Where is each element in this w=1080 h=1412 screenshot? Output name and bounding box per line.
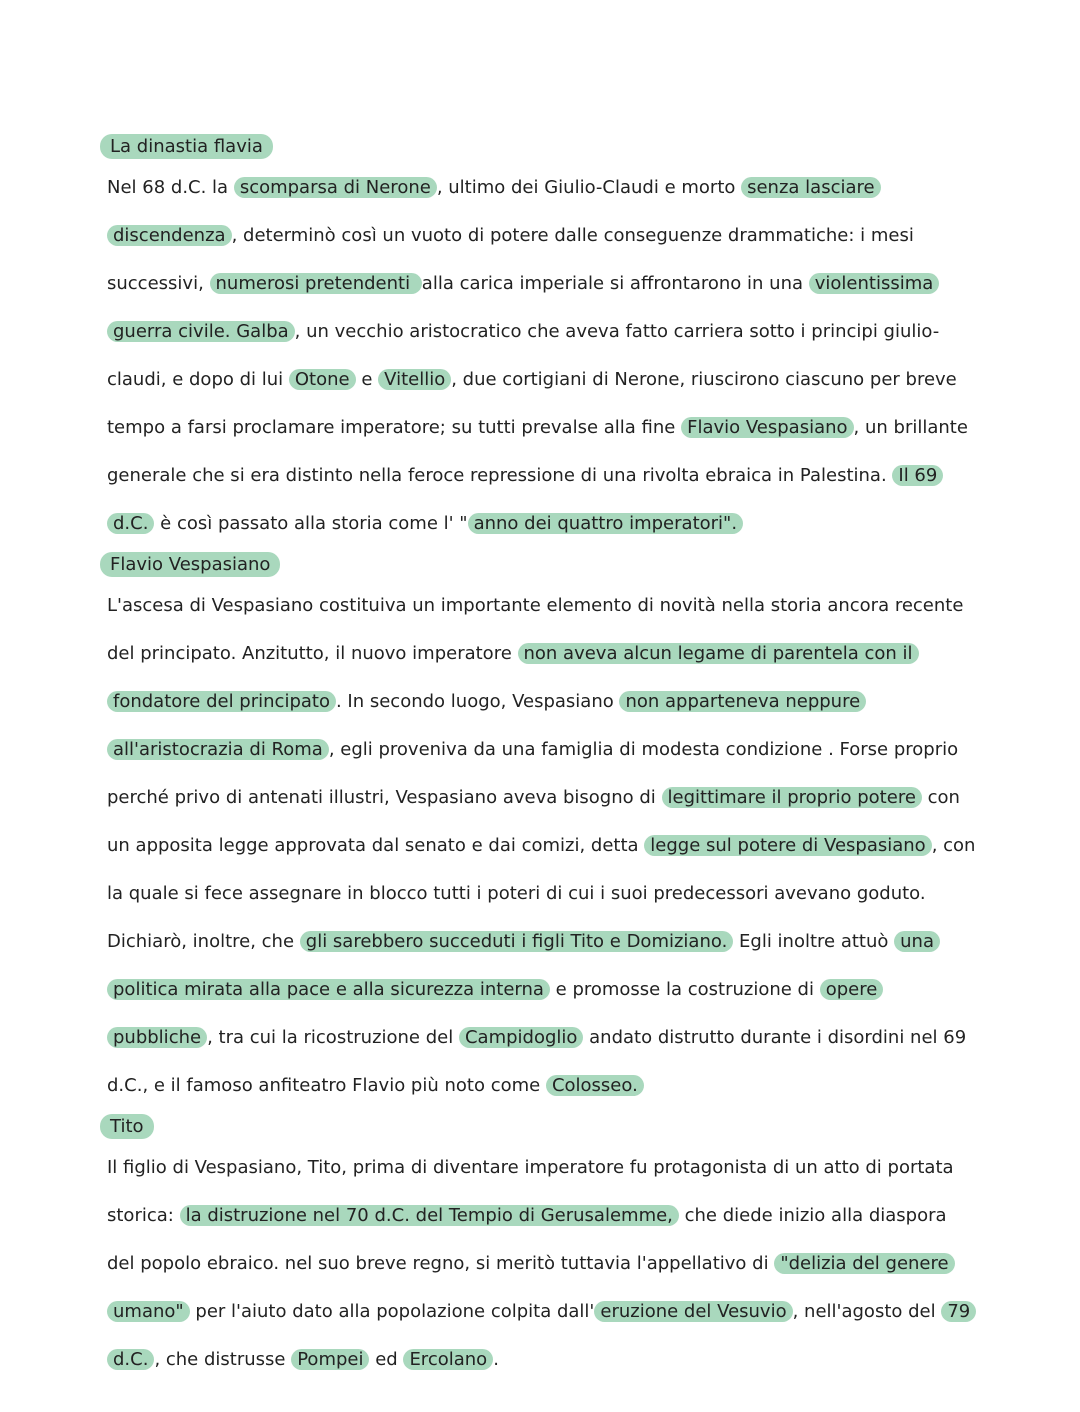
text-run: Nel 68 d.C. la: [107, 177, 234, 198]
highlighted-text: Ercolano: [403, 1349, 493, 1370]
text-run: Egli inoltre attuò: [733, 931, 895, 952]
highlighted-text: Colosseo.: [546, 1075, 644, 1096]
highlighted-text: Il 69 d.C.: [107, 465, 943, 534]
text-run: e: [355, 369, 379, 390]
highlighted-text: 79 d.C.: [107, 1301, 976, 1370]
section-title-tito: Tito: [107, 1110, 977, 1144]
highlighted-text: la distruzione nel 70 d.C. del Tempio di Gerusalemme,: [180, 1205, 679, 1226]
highlighted-text: Campidoglio: [459, 1027, 583, 1048]
highlighted-text: violentissima guerra civile. Galba: [107, 273, 939, 342]
text-run: , un vecchio aristocratico che aveva fatto carriera sotto i principi giulio-claudi, e dopo di lui: [107, 321, 940, 390]
text-run: alla carica imperiale si affrontarono in una: [421, 273, 809, 294]
text-run: con un apposita legge approvata dal senato e dai comizi, detta: [107, 787, 960, 856]
highlighted-text: Vitellio: [378, 369, 451, 390]
highlighted-text: Otone: [289, 369, 356, 390]
section-paragraph-dinastia-flavia: [107, 164, 977, 548]
text-run: Il figlio di Vespasiano, Tito, prima di diventare imperatore fu protagonista di un atto di portata storica:: [107, 1157, 954, 1226]
text-run: andato distrutto durante i disordini nel 69 d.C., e il famoso anfiteatro Flavio più noto come: [107, 1027, 967, 1096]
text-run: , ultimo dei Giulio-Claudi e morto: [436, 177, 742, 198]
text-run: è così passato alla storia come l' ": [154, 513, 468, 534]
section-title-flavio-vespasiano: Flavio Vespasiano: [107, 548, 977, 582]
section-paragraph-flavio-vespasiano: [107, 582, 977, 1110]
text-run: , tra cui la ricostruzione del: [207, 1027, 459, 1048]
text-run: , nell'agosto del: [792, 1301, 942, 1322]
highlighted-text: Pompei: [291, 1349, 369, 1370]
text-run: , con la quale si fece assegnare in blocco tutti i poteri di cui i suoi predecessori avevano goduto. Dichiarò, inoltre, che: [107, 835, 976, 952]
highlighted-text: Flavio Vespasiano: [681, 417, 853, 438]
highlighted-text: "delizia del genere umano": [107, 1253, 955, 1322]
text-run: , determinò così un vuoto di potere dalle conseguenze drammatiche: i mesi successivi,: [107, 225, 914, 294]
text-run: , un brillante generale che si era distinto nella feroce repressione di una rivolta ebraica in Palestina.: [107, 417, 968, 486]
highlighted-text: opere pubbliche: [107, 979, 883, 1048]
text-run: , due cortigiani di Nerone, riuscirono ciascuno per breve tempo a farsi proclamare imperatore; su tutti prevalse alla fine: [107, 369, 957, 438]
text-run: , egli proveniva da una famiglia di modesta condizione . Forse proprio perché privo di antenati illustri, Vespasiano aveva bisogno di: [107, 739, 959, 808]
text-run: ed: [369, 1349, 404, 1370]
text-run: L'ascesa di Vespasiano costituiva un importante elemento di novità nella storia ancora recente del principato. Anzitutto, il nuovo imperatore: [107, 595, 964, 664]
text-run: .: [493, 1349, 499, 1370]
highlighted-text: eruzione del Vesuvio: [594, 1301, 792, 1322]
highlighted-text: anno dei quattro imperatori".: [468, 513, 743, 534]
text-run: . In secondo luogo, Vespasiano: [335, 691, 620, 712]
text-run: per l'aiuto dato alla popolazione colpita dall': [189, 1301, 595, 1322]
highlighted-text: una politica mirata alla pace e alla sicurezza interna: [107, 931, 940, 1000]
highlighted-text: non aveva alcun legame di parentela con il fondatore del principato: [107, 643, 919, 712]
highlighted-text: legittimare il proprio potere: [662, 787, 922, 808]
highlighted-text: senza lasciare discendenza: [107, 177, 881, 246]
highlighted-text: non apparteneva neppure all'aristocrazia di Roma: [107, 691, 866, 760]
highlighted-text: numerosi pretendenti: [210, 273, 422, 294]
highlighted-text: legge sul potere di Vespasiano: [644, 835, 931, 856]
text-run: e promosse la costruzione di: [549, 979, 820, 1000]
highlighted-text: scomparsa di Nerone: [234, 177, 437, 198]
text-run: che diede inizio alla diaspora del popolo ebraico. nel suo breve regno, si meritò tuttavia l'appellativo di: [107, 1205, 947, 1274]
document-body: [107, 130, 977, 1384]
text-run: , che distrusse: [154, 1349, 292, 1370]
section-paragraph-tito: [107, 1144, 977, 1384]
highlighted-text: gli sarebbero succeduti i figli Tito e Domiziano.: [300, 931, 734, 952]
section-title-dinastia-flavia: La dinastia flavia: [107, 130, 977, 164]
